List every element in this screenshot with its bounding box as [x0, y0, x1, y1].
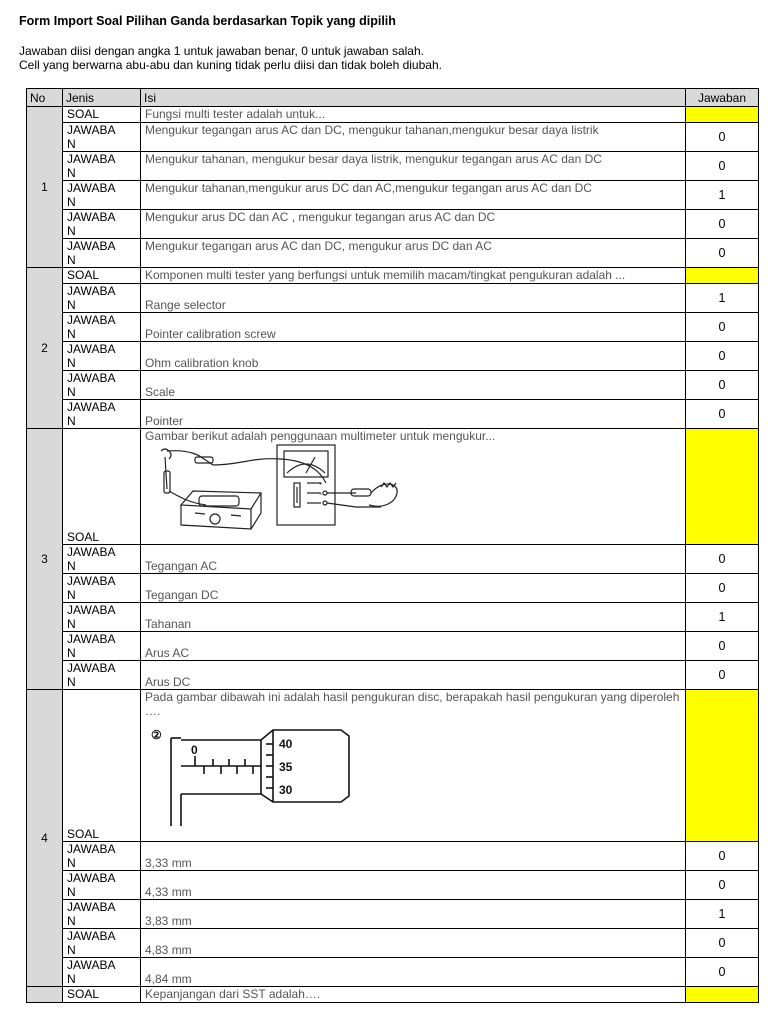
answer-row [27, 284, 759, 313]
question-table [26, 88, 759, 1003]
answer-locked-cell [686, 268, 759, 284]
answer-value[interactable]: 1 [686, 284, 759, 313]
answer-row [27, 181, 759, 210]
question-number: 4 [27, 690, 63, 987]
header-jenis: Jenis [63, 89, 141, 107]
answer-row [27, 239, 759, 268]
answer-value[interactable]: 0 [686, 574, 759, 603]
jenis-jawaban: JAWABA N [63, 842, 141, 871]
answer-row [27, 123, 759, 152]
answer-value[interactable]: 0 [686, 210, 759, 239]
answer-row [27, 210, 759, 239]
answer-value[interactable]: 0 [686, 545, 759, 574]
question-row [27, 429, 759, 545]
question-cell[interactable] [141, 429, 686, 545]
jenis-soal: SOAL [63, 268, 141, 284]
question-number: 3 [27, 429, 63, 690]
answer-value[interactable]: 0 [686, 239, 759, 268]
jenis-jawaban: JAWABA N [63, 123, 141, 152]
question-number [27, 987, 63, 1003]
instruction-line-1: Jawaban diisi dengan angka 1 untuk jawaban benar, 0 untuk jawaban salah. [19, 44, 424, 58]
answer-row [27, 842, 759, 871]
answer-text[interactable]: 3,83 mm [141, 900, 686, 929]
answer-locked-cell [686, 429, 759, 545]
jenis-jawaban: JAWABA N [63, 545, 141, 574]
answer-value[interactable]: 0 [686, 842, 759, 871]
answer-row [27, 371, 759, 400]
micrometer-figure [151, 726, 361, 826]
jenis-jawaban: JAWABA N [63, 871, 141, 900]
answer-row [27, 603, 759, 632]
jenis-jawaban: JAWABA N [63, 371, 141, 400]
question-text[interactable]: Komponen multi tester yang berfungsi untuk memilih macam/tingkat pengukuran adalah ... [141, 268, 686, 284]
jenis-jawaban: JAWABA N [63, 313, 141, 342]
answer-text[interactable]: Mengukur tegangan arus AC dan DC, mengukur arus DC dan AC [141, 239, 686, 268]
jenis-soal: SOAL [63, 429, 141, 545]
answer-text[interactable]: Scale [141, 371, 686, 400]
answer-value[interactable]: 0 [686, 661, 759, 690]
answer-locked-cell [686, 690, 759, 842]
answer-value[interactable]: 0 [686, 371, 759, 400]
answer-row [27, 152, 759, 181]
svg-text:+: + [319, 482, 323, 488]
answer-text[interactable]: Pointer [141, 400, 686, 429]
jenis-jawaban: JAWABA N [63, 603, 141, 632]
question-number: 2 [27, 268, 63, 429]
jenis-jawaban: JAWABA N [63, 400, 141, 429]
answer-text[interactable]: 4,33 mm [141, 871, 686, 900]
question-text: Gambar berikut adalah penggunaan multimeter untuk mengukur... [145, 429, 496, 443]
thimble-label-40: 40 [279, 737, 293, 751]
answer-text[interactable]: 4,84 mm [141, 958, 686, 987]
callout-number: ② [151, 728, 162, 742]
answer-row [27, 871, 759, 900]
jenis-soal: SOAL [63, 690, 141, 842]
header-isi: Isi [141, 89, 686, 107]
question-cell[interactable] [141, 690, 686, 842]
answer-value[interactable]: 0 [686, 152, 759, 181]
answer-text[interactable]: Pointer calibration screw [141, 313, 686, 342]
form-title: Form Import Soal Pilihan Ganda berdasarkan Topik yang dipilih [19, 14, 396, 28]
multimeter-resistance-figure [151, 443, 401, 531]
answer-row [27, 342, 759, 371]
jenis-soal: SOAL [63, 107, 141, 123]
thimble-label-30: 30 [279, 783, 293, 797]
thimble-label-35: 35 [279, 760, 293, 774]
sleeve-zero-label: 0 [191, 743, 198, 757]
jenis-jawaban: JAWABA N [63, 929, 141, 958]
answer-text[interactable]: Ohm calibration knob [141, 342, 686, 371]
answer-text[interactable]: Range selector [141, 284, 686, 313]
question-row [27, 987, 759, 1003]
answer-value[interactable]: 0 [686, 871, 759, 900]
answer-locked-cell [686, 107, 759, 123]
answer-row [27, 545, 759, 574]
jenis-jawaban: JAWABA N [63, 210, 141, 239]
answer-row [27, 632, 759, 661]
jenis-jawaban: JAWABA N [63, 574, 141, 603]
answer-row [27, 958, 759, 987]
answer-value[interactable]: 0 [686, 958, 759, 987]
answer-text[interactable]: Tegangan DC [141, 574, 686, 603]
answer-row [27, 400, 759, 429]
answer-text[interactable]: Mengukur tahanan,mengukur arus DC dan AC,mengukur tegangan arus AC dan DC [141, 181, 686, 210]
answer-text[interactable]: Arus DC [141, 661, 686, 690]
jenis-jawaban: JAWABA N [63, 342, 141, 371]
answer-value[interactable]: 1 [686, 603, 759, 632]
answer-text[interactable]: Arus AC [141, 632, 686, 661]
instructions [19, 44, 442, 72]
question-text[interactable]: Fungsi multi tester adalah untuk... [141, 107, 686, 123]
question-row [27, 107, 759, 123]
answer-text[interactable]: Mengukur arus DC dan AC , mengukur tegangan arus AC dan DC [141, 210, 686, 239]
answer-row [27, 313, 759, 342]
answer-text[interactable]: Tahanan [141, 603, 686, 632]
answer-locked-cell [686, 987, 759, 1003]
jenis-soal: SOAL [63, 987, 141, 1003]
jenis-jawaban: JAWABA N [63, 632, 141, 661]
jenis-jawaban: JAWABA N [63, 181, 141, 210]
answer-row [27, 574, 759, 603]
question-row [27, 690, 759, 842]
jenis-jawaban: JAWABA N [63, 958, 141, 987]
jenis-jawaban: JAWABA N [63, 661, 141, 690]
jenis-jawaban: JAWABA N [63, 284, 141, 313]
answer-text[interactable]: Tegangan AC [141, 545, 686, 574]
question-text: Pada gambar dibawah ini adalah hasil pengukuran disc, berapakah hasil pengukuran yang diperoleh …. [145, 690, 680, 718]
answer-value[interactable]: 1 [686, 181, 759, 210]
jenis-jawaban: JAWABA N [63, 152, 141, 181]
header-row [27, 89, 759, 107]
answer-row [27, 661, 759, 690]
header-jawaban: Jawaban [686, 89, 759, 107]
question-row [27, 268, 759, 284]
jenis-jawaban: JAWABA N [63, 900, 141, 929]
header-no: No [27, 89, 63, 107]
answer-value[interactable]: 1 [686, 900, 759, 929]
answer-value[interactable]: 0 [686, 400, 759, 429]
answer-text[interactable]: Mengukur tegangan arus AC dan DC, mengukur tahanan,mengukur besar daya listrik [141, 123, 686, 152]
instruction-line-2: Cell yang berwarna abu-abu dan kuning tidak perlu diisi dan tidak boleh diubah. [19, 58, 442, 72]
answer-row [27, 900, 759, 929]
svg-text:−: − [319, 492, 323, 498]
answer-value[interactable]: 0 [686, 929, 759, 958]
answer-value[interactable]: 0 [686, 123, 759, 152]
answer-row [27, 929, 759, 958]
answer-value[interactable]: 0 [686, 632, 759, 661]
question-number: 1 [27, 107, 63, 268]
answer-value[interactable]: 0 [686, 342, 759, 371]
jenis-jawaban: JAWABA N [63, 239, 141, 268]
answer-text[interactable]: 4,83 mm [141, 929, 686, 958]
question-text[interactable]: Kepanjangan dari SST adalah…. [141, 987, 686, 1003]
answer-text[interactable]: Mengukur tahanan, mengukur besar daya listrik, mengukur tegangan arus AC dan DC [141, 152, 686, 181]
answer-text[interactable]: 3,33 mm [141, 842, 686, 871]
answer-value[interactable]: 0 [686, 313, 759, 342]
